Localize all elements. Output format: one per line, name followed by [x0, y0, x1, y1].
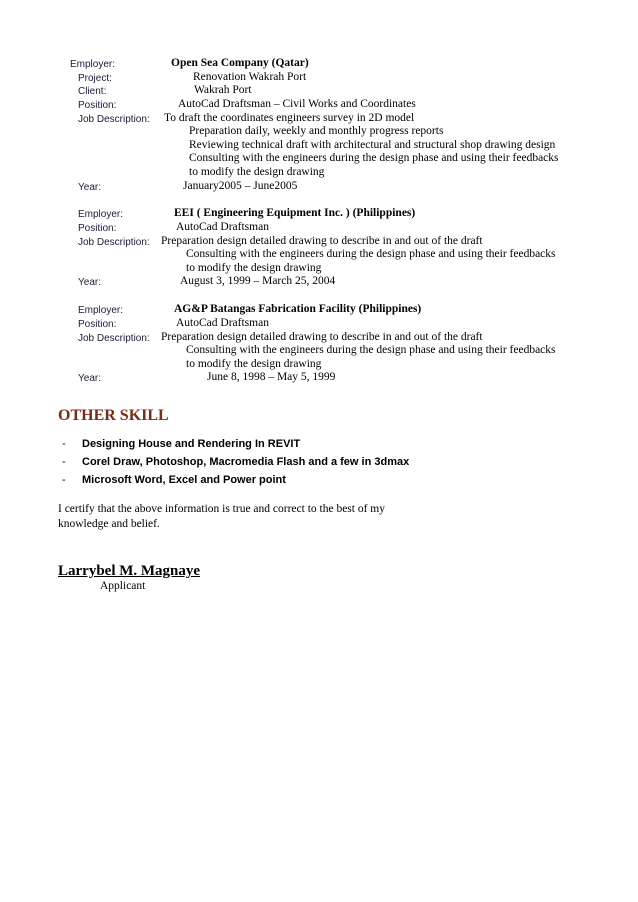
skill-text: Designing House and Rendering In REVIT	[82, 438, 301, 450]
job-description-line: Consulting with the engineers during the design phase and using their feedbacks	[186, 344, 556, 356]
job-description-line: Preparation daily, weekly and monthly progress reports	[189, 125, 444, 137]
employer-label: Employer:	[70, 59, 116, 70]
position-value: AutoCad Draftsman – Civil Works and Coordinates	[178, 98, 416, 110]
job-description-line: to modify the design drawing	[189, 166, 325, 178]
job-description-line: Consulting with the engineers during the design phase and using their feedbacks	[186, 248, 556, 260]
position-label: Position:	[78, 100, 117, 111]
position-label: Position:	[78, 223, 117, 234]
bullet-dash: -	[62, 456, 66, 468]
employer-label: Employer:	[78, 305, 124, 316]
job-description-line: to modify the design drawing	[186, 358, 322, 370]
job-description-label: Job Description:	[78, 114, 150, 125]
project-label: Project:	[78, 73, 112, 84]
applicant-name: Larrybel M. Magnaye	[58, 563, 201, 579]
job-description-line: To draft the coordinates engineers survey in 2D model	[164, 112, 415, 124]
employer-label: Employer:	[78, 209, 124, 220]
job-description-line: Consulting with the engineers during the design phase and using their feedbacks	[189, 152, 559, 164]
client-label: Client:	[78, 86, 107, 97]
employer-value: AG&P Batangas Fabrication Facility (Philippines)	[174, 303, 422, 315]
year-value: June 8, 1998 – May 5, 1999	[207, 371, 336, 383]
project-value: Renovation Wakrah Port	[193, 71, 307, 83]
job-description-line: Preparation design detailed drawing to describe in and out of the draft	[161, 331, 483, 343]
job-description-line: Preparation design detailed drawing to describe in and out of the draft	[161, 235, 483, 247]
job-description-line: to modify the design drawing	[186, 262, 322, 274]
section-heading-other-skill: OTHER SKILL	[58, 407, 169, 424]
bullet-dash: -	[62, 438, 66, 450]
skill-item	[62, 456, 409, 468]
year-label: Year:	[78, 277, 101, 288]
certification-statement: I certify that the above information is true and correct to the best of my knowledge and belief.	[58, 503, 385, 530]
year-value: August 3, 1999 – March 25, 2004	[180, 275, 336, 287]
position-value: AutoCad Draftsman	[176, 317, 269, 329]
skill-text: Microsoft Word, Excel and Power point	[82, 474, 286, 486]
year-label: Year:	[78, 182, 101, 193]
skill-item	[62, 474, 286, 486]
client-value: Wakrah Port	[194, 84, 252, 96]
employer-value: EEI ( Engineering Equipment Inc. ) (Philippines)	[174, 207, 416, 219]
job-description-line: Reviewing technical draft with architectural and structural shop drawing design	[189, 139, 556, 151]
bullet-dash: -	[62, 474, 66, 486]
skill-item	[62, 438, 300, 450]
skill-text: Corel Draw, Photoshop, Macromedia Flash and a few in 3dmax	[82, 456, 410, 468]
job-description-label: Job Description:	[78, 333, 150, 344]
position-value: AutoCad Draftsman	[176, 221, 269, 233]
year-value: January2005 – June2005	[183, 180, 298, 192]
position-label: Position:	[78, 319, 117, 330]
employer-value: Open Sea Company (Qatar)	[171, 57, 309, 69]
applicant-role: Applicant	[100, 580, 146, 592]
year-label: Year:	[78, 373, 101, 384]
job-description-label: Job Description:	[78, 237, 150, 248]
